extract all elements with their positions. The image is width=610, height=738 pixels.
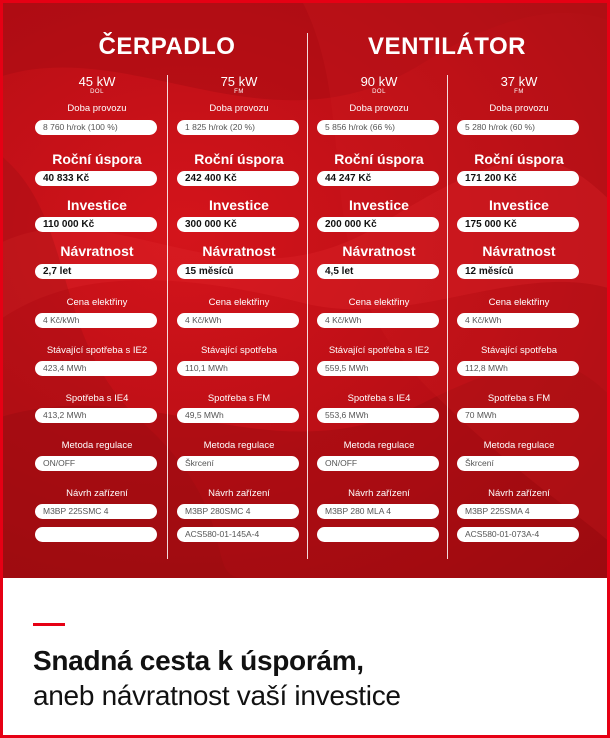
value-spotreba: 553,6 MWh — [317, 408, 439, 423]
label-spotreba: Spotřeba s IE4 — [347, 393, 411, 404]
drive-type: FM — [234, 89, 244, 95]
value-doba-provozu: 5 280 h/rok (60 %) — [457, 120, 579, 135]
label-navratnost: Návratnost — [482, 243, 556, 259]
value-doba-provozu: 5 856 h/rok (66 %) — [317, 120, 439, 135]
value-metoda-regulace: ON/OFF — [317, 456, 439, 471]
value-navrh-motor: M3BP 280 MLA 4 — [317, 504, 439, 519]
label-navrh-zarizeni: Návrh zařízení — [208, 488, 270, 499]
value-navratnost: 4,5 let — [317, 264, 439, 279]
value-spotreba: 413,2 MWh — [35, 408, 157, 423]
value-cena-elektriny: 4 Kč/kWh — [35, 313, 157, 328]
label-navratnost: Návratnost — [342, 243, 416, 259]
power-rating: 37 kW — [500, 74, 538, 89]
value-stavajici-spotreba: 559,5 MWh — [317, 361, 439, 376]
label-cena-elektriny: Cena elektřiny — [208, 297, 270, 308]
label-cena-elektriny: Cena elektřiny — [348, 297, 410, 308]
label-metoda-regulace: Metoda regulace — [203, 440, 275, 451]
drive-type: DOL — [90, 89, 104, 95]
value-rocni-uspora: 242 400 Kč — [177, 171, 299, 186]
group-title-ventilator: VENTILÁTOR — [368, 33, 526, 60]
value-stavajici-spotreba: 112,8 MWh — [457, 361, 579, 376]
label-metoda-regulace: Metoda regulace — [61, 440, 133, 451]
label-navrh-zarizeni: Návrh zařízení — [488, 488, 550, 499]
label-investice: Investice — [489, 197, 549, 213]
drive-type: DOL — [372, 89, 386, 95]
headline-light: aneb návratnost vaší investice — [33, 680, 401, 711]
value-cena-elektriny: 4 Kč/kWh — [177, 313, 299, 328]
label-doba-provozu: Doba provozu — [209, 103, 269, 114]
label-navrh-zarizeni: Návrh zařízení — [66, 488, 128, 499]
value-stavajici-spotreba: 423,4 MWh — [35, 361, 157, 376]
label-rocni-uspora: Roční úspora — [474, 151, 564, 167]
label-doba-provozu: Doba provozu — [67, 103, 127, 114]
power-rating: 90 kW — [360, 74, 398, 89]
label-navratnost: Návratnost — [60, 243, 134, 259]
label-stavajici-spotreba: Stávající spotřeba — [200, 345, 278, 356]
group-title-cerpadlo: ČERPADLO — [98, 33, 236, 60]
label-spotreba: Spotřeba s FM — [487, 393, 551, 404]
column-divider — [447, 75, 448, 559]
value-spotreba: 49,5 MWh — [177, 408, 299, 423]
value-cena-elektriny: 4 Kč/kWh — [317, 313, 439, 328]
value-rocni-uspora: 171 200 Kč — [457, 171, 579, 186]
label-navratnost: Návratnost — [202, 243, 276, 259]
label-doba-provozu: Doba provozu — [349, 103, 409, 114]
accent-line — [33, 623, 65, 626]
value-rocni-uspora: 40 833 Kč — [35, 171, 157, 186]
label-metoda-regulace: Metoda regulace — [343, 440, 415, 451]
label-rocni-uspora: Roční úspora — [52, 151, 142, 167]
label-metoda-regulace: Metoda regulace — [483, 440, 555, 451]
power-rating: 75 kW — [220, 74, 258, 89]
column-ventilator-fm — [455, 74, 583, 539]
label-stavajici-spotreba: Stávající spotřeba s IE2 — [328, 345, 430, 356]
drive-type: FM — [514, 89, 524, 95]
value-metoda-regulace: ON/OFF — [35, 456, 157, 471]
label-investice: Investice — [209, 197, 269, 213]
headline-bold: Snadná cesta k úsporám, — [33, 645, 364, 676]
label-cena-elektriny: Cena elektřiny — [488, 297, 550, 308]
value-navrh-motor: M3BP 225SMC 4 — [35, 504, 157, 519]
value-doba-provozu: 8 760 h/rok (100 %) — [35, 120, 157, 135]
value-spotreba: 70 MWh — [457, 408, 579, 423]
value-investice: 200 000 Kč — [317, 217, 439, 232]
label-doba-provozu: Doba provozu — [489, 103, 549, 114]
label-navrh-zarizeni: Návrh zařízení — [348, 488, 410, 499]
group-divider — [307, 33, 308, 559]
label-investice: Investice — [349, 197, 409, 213]
power-rating: 45 kW — [78, 74, 116, 89]
value-navrh-motor: M3BP 225SMA 4 — [457, 504, 579, 519]
value-navrh-menic — [317, 527, 439, 542]
label-rocni-uspora: Roční úspora — [194, 151, 284, 167]
value-stavajici-spotreba: 110,1 MWh — [177, 361, 299, 376]
value-rocni-uspora: 44 247 Kč — [317, 171, 439, 186]
value-investice: 300 000 Kč — [177, 217, 299, 232]
column-ventilator-dol — [315, 74, 443, 516]
value-navrh-menic — [35, 527, 157, 542]
label-stavajici-spotreba: Stávající spotřeba s IE2 — [46, 345, 148, 356]
label-cena-elektriny: Cena elektřiny — [66, 297, 128, 308]
value-doba-provozu: 1 825 h/rok (20 %) — [177, 120, 299, 135]
value-navratnost: 12 měsíců — [457, 264, 579, 279]
label-rocni-uspora: Roční úspora — [334, 151, 424, 167]
value-navrh-menic: ACS580-01-073A-4 — [457, 527, 579, 542]
value-metoda-regulace: Škrcení — [457, 456, 579, 471]
value-navrh-menic: ACS580-01-145A-4 — [177, 527, 299, 542]
label-stavajici-spotreba: Stávající spotřeba — [480, 345, 558, 356]
column-divider — [167, 75, 168, 559]
value-navratnost: 15 měsíců — [177, 264, 299, 279]
value-metoda-regulace: Škrcení — [177, 456, 299, 471]
label-spotreba: Spotřeba s IE4 — [65, 393, 129, 404]
column-cerpadlo-fm — [175, 74, 303, 539]
column-cerpadlo-dol — [33, 74, 161, 516]
value-navrh-motor: M3BP 280SMC 4 — [177, 504, 299, 519]
value-cena-elektriny: 4 Kč/kWh — [457, 313, 579, 328]
value-navratnost: 2,7 let — [35, 264, 157, 279]
label-spotreba: Spotřeba s FM — [207, 393, 271, 404]
value-investice: 175 000 Kč — [457, 217, 579, 232]
label-investice: Investice — [67, 197, 127, 213]
red-panel — [3, 3, 607, 578]
value-investice: 110 000 Kč — [35, 217, 157, 232]
